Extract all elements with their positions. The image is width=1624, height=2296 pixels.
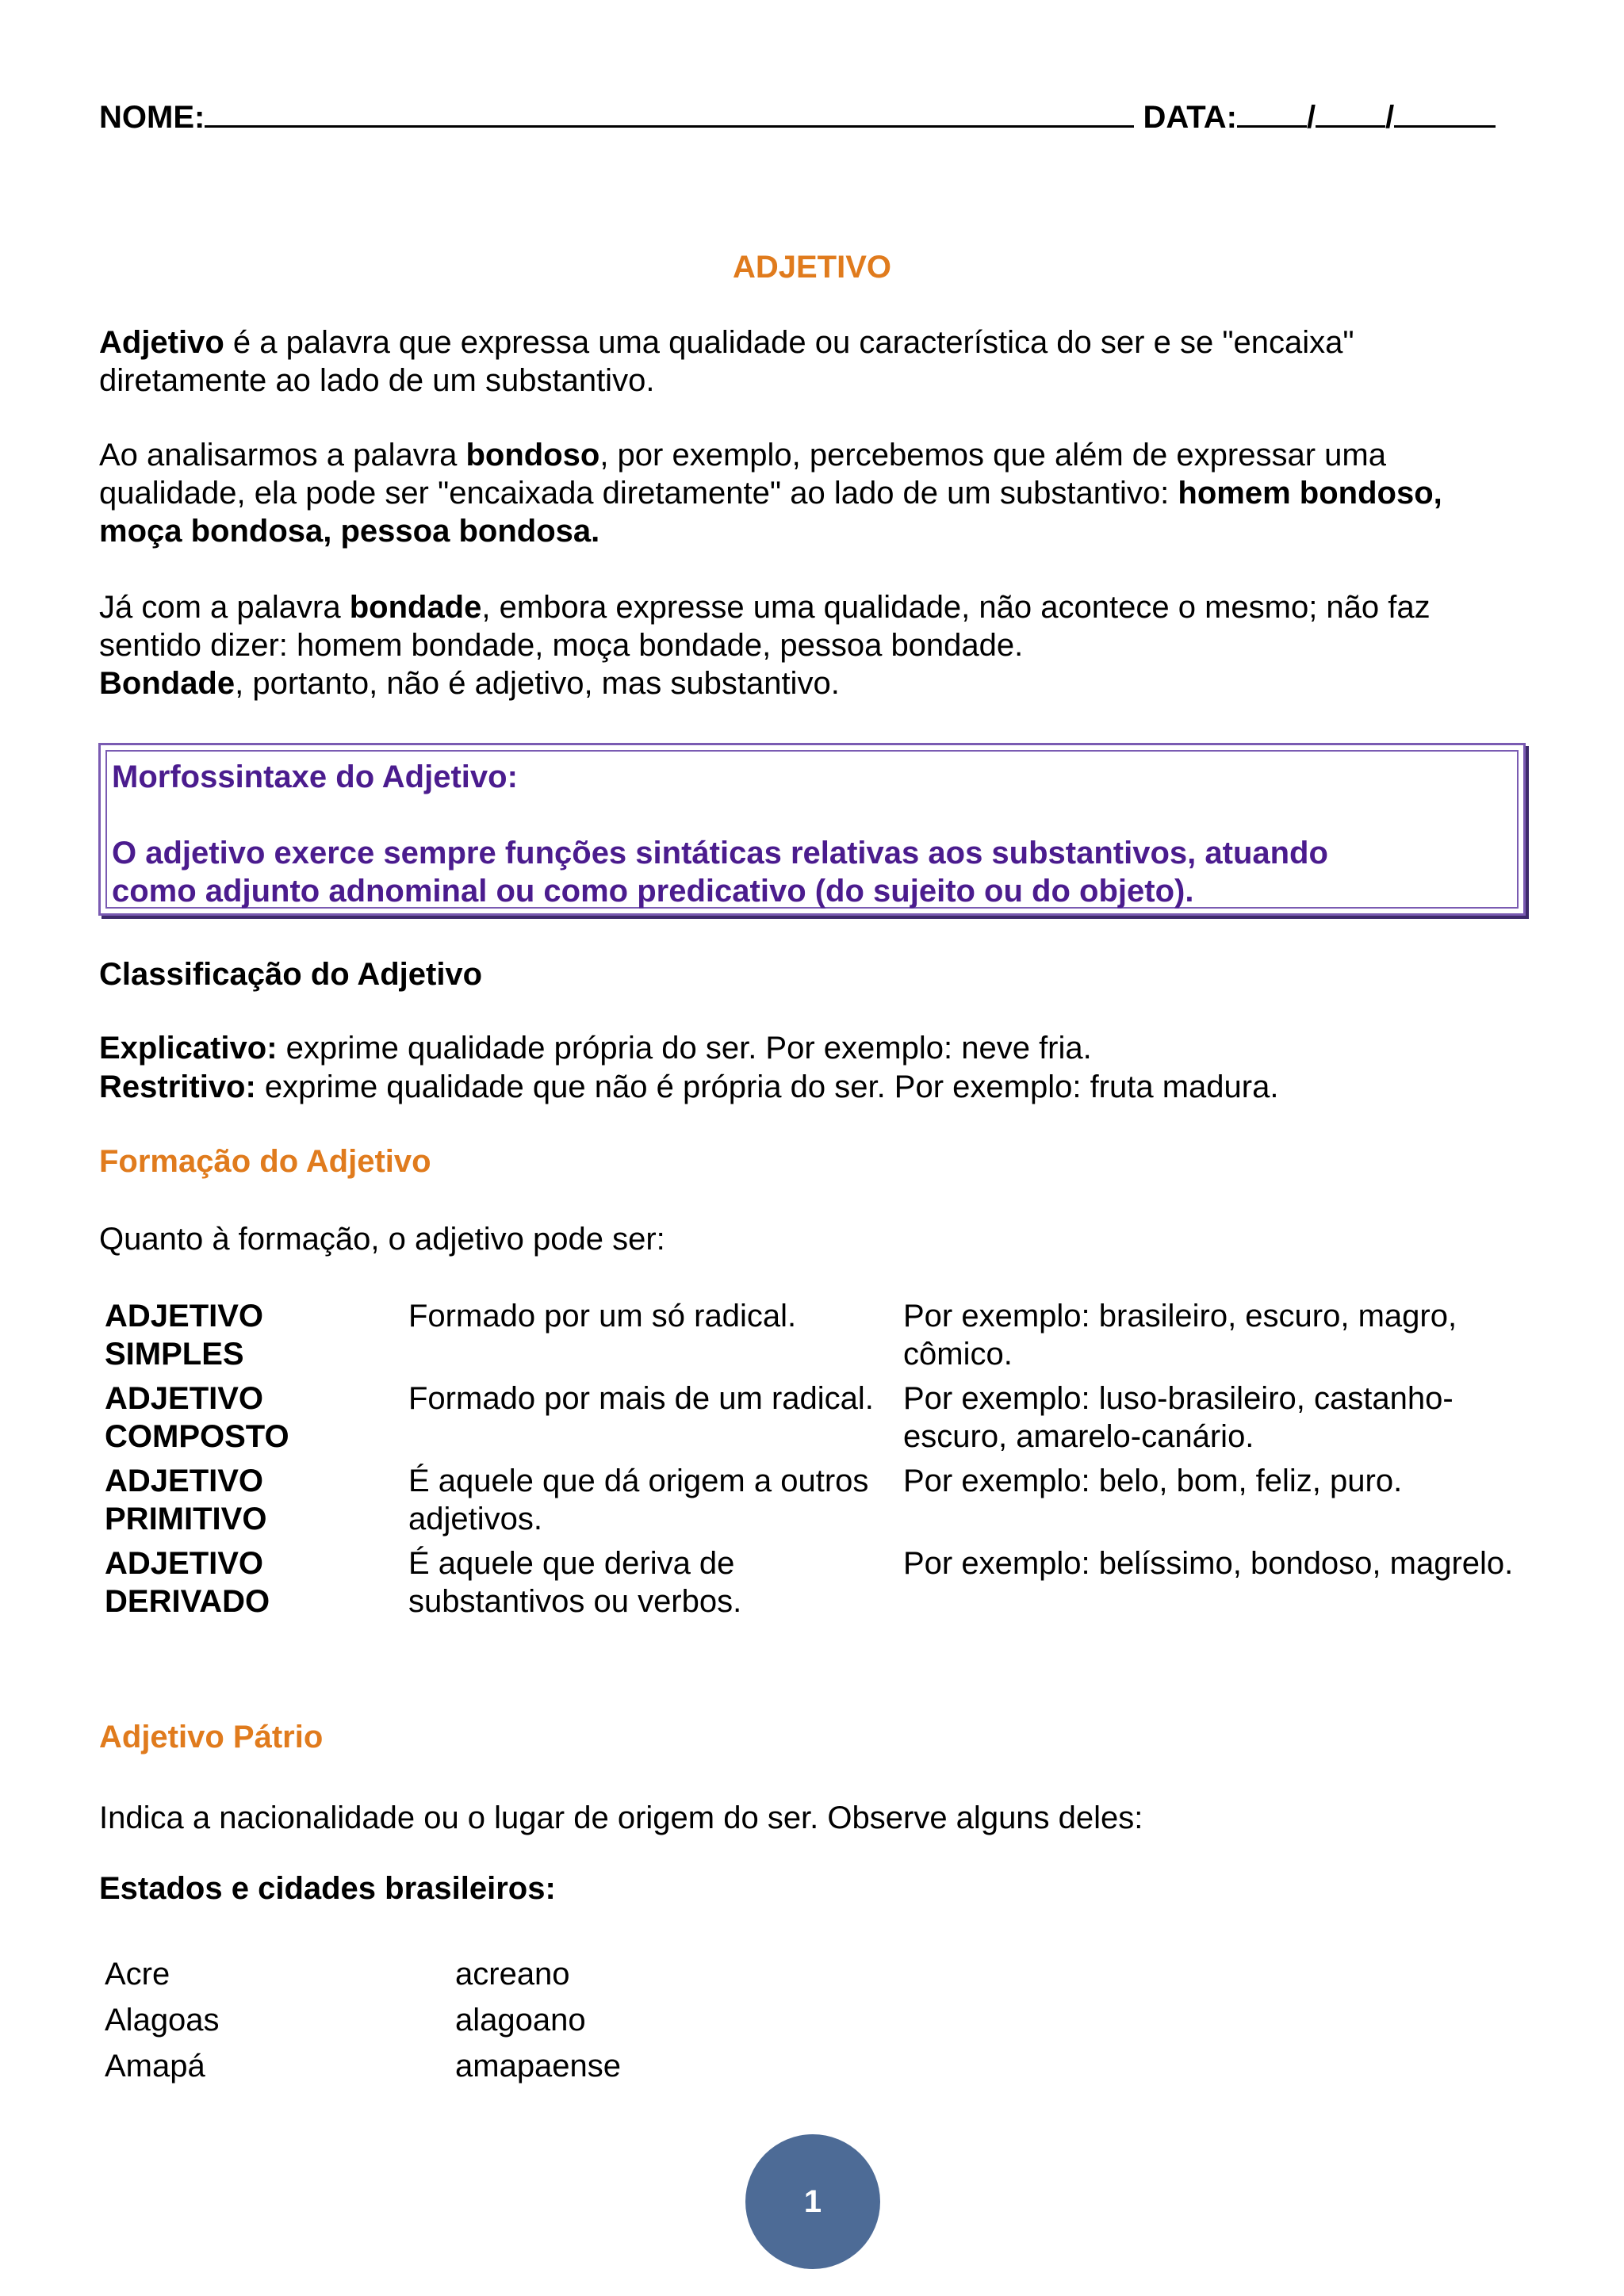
intro-term-bondade: bondade <box>349 590 482 625</box>
morfossintaxe-title: Morfossintaxe do Adjetivo: <box>112 760 518 794</box>
intro-term-bondoso: bondoso <box>465 438 600 473</box>
restritivo-text: exprime qualidade que não é própria do ser. Por exemplo: fruta madura. <box>255 1070 1279 1104</box>
date-slash-1: / <box>1306 100 1316 135</box>
table-row <box>105 1544 1516 1627</box>
patrio-subheading: Estados e cidades brasileiros: <box>99 1871 556 1906</box>
table-row <box>105 1462 1516 1544</box>
formacao-type: ADJETIVO DERIVADO <box>105 1546 270 1619</box>
year-blank[interactable] <box>1394 95 1496 128</box>
formacao-type: ADJETIVO SIMPLES <box>105 1299 264 1372</box>
intro-p2-text-b: , por exemplo, percebemos que além de expressar uma qualidade, ela pode ser "encaixada diretamente" ao lado de um substantivo: <box>99 438 1386 511</box>
page-number-badge <box>745 2134 880 2269</box>
state-adjective: alagoano <box>455 2003 586 2038</box>
formacao-desc: É aquele que dá origem a outros adjetivos. <box>408 1464 869 1536</box>
state-adjective: acreano <box>455 1957 570 1992</box>
nome-label: NOME: <box>99 100 205 135</box>
intro-examples-bondoso: homem bondoso, moça bondosa, pessoa bondosa. <box>99 476 1442 549</box>
table-row <box>105 2001 621 2047</box>
formacao-example: Por exemplo: belíssimo, bondoso, magrelo. <box>903 1546 1514 1581</box>
page-title: ADJETIVO <box>732 250 892 285</box>
intro-paragraph-1 <box>99 323 1526 400</box>
month-blank[interactable] <box>1316 95 1385 128</box>
intro-p3-text-b: , embora expresse uma qualidade, não acontece o mesmo; não faz sentido dizer: homem bondade, moça bondade, pessoa bondade. <box>99 590 1431 663</box>
intro-paragraph-4 <box>99 664 1526 702</box>
restritivo-label: Restritivo: <box>99 1070 256 1104</box>
state-name: Alagoas <box>105 2003 220 2038</box>
date-slash-2: / <box>1385 100 1395 135</box>
intro-p3-text-a: Já com a palavra <box>99 590 350 625</box>
patrio-intro: Indica a nacionalidade ou o lugar de origem do ser. Observe alguns deles: <box>99 1800 1143 1835</box>
formacao-heading: Formação do Adjetivo <box>99 1144 431 1179</box>
explicativo-line <box>99 1029 1526 1067</box>
intro-paragraph-3 <box>99 588 1526 664</box>
state-name: Acre <box>105 1957 170 1992</box>
formacao-example: Por exemplo: luso-brasileiro, castanho-escuro, amarelo-canário. <box>903 1381 1454 1454</box>
table-row <box>105 1297 1516 1380</box>
intro-p1-text: é a palavra que expressa uma qualidade ou característica do ser e se "encaixa" diretamente ao lado de um substantivo. <box>99 325 1354 398</box>
explicativo-text: exprime qualidade própria do ser. Por exemplo: neve fria. <box>277 1031 1092 1066</box>
states-table <box>105 1955 621 2093</box>
formacao-desc: Formado por um só radical. <box>408 1299 797 1334</box>
explicativo-label: Explicativo: <box>99 1031 278 1066</box>
state-adjective: amapaense <box>455 2049 622 2084</box>
intro-term-adjetivo: Adjetivo <box>99 325 224 360</box>
intro-p2-text-a: Ao analisarmos a palavra <box>99 438 466 473</box>
data-label: DATA: <box>1143 100 1237 135</box>
classificacao-heading: Classificação do Adjetivo <box>99 957 483 992</box>
formacao-example: Por exemplo: brasileiro, escuro, magro, cômico. <box>903 1299 1457 1372</box>
table-row <box>105 1380 1516 1462</box>
formacao-desc: É aquele que deriva de substantivos ou verbos. <box>408 1546 742 1619</box>
table-row <box>105 2047 621 2093</box>
intro-term-bondade-2: Bondade <box>99 666 236 701</box>
nome-blank[interactable] <box>205 95 1134 128</box>
formacao-intro: Quanto à formação, o adjetivo pode ser: <box>99 1222 665 1257</box>
morfossintaxe-text-line-2: como adjunto adnominal ou como predicativo (do sujeito ou do objeto). <box>112 874 1194 909</box>
restritivo-line <box>99 1068 1526 1106</box>
morfossintaxe-box <box>98 743 1526 916</box>
formacao-type: ADJETIVO PRIMITIVO <box>105 1464 267 1536</box>
morfossintaxe-box-inner <box>105 750 1519 909</box>
state-name: Amapá <box>105 2049 205 2084</box>
formacao-table <box>105 1297 1516 1627</box>
formacao-example: Por exemplo: belo, bom, feliz, puro. <box>903 1464 1403 1498</box>
patrio-heading: Adjetivo Pátrio <box>99 1720 324 1755</box>
morfossintaxe-text-line-1: O adjetivo exerce sempre funções sintáticas relativas aos substantivos, atuando <box>112 836 1328 871</box>
table-row <box>105 1955 621 2001</box>
day-blank[interactable] <box>1237 95 1307 128</box>
intro-p4-text: , portanto, não é adjetivo, mas substantivo. <box>235 666 840 701</box>
formacao-type: ADJETIVO COMPOSTO <box>105 1381 289 1454</box>
name-date-line <box>99 95 1526 136</box>
intro-paragraph-2 <box>99 436 1526 550</box>
page-number: 1 <box>803 2184 822 2219</box>
formacao-desc: Formado por mais de um radical. <box>408 1381 874 1416</box>
